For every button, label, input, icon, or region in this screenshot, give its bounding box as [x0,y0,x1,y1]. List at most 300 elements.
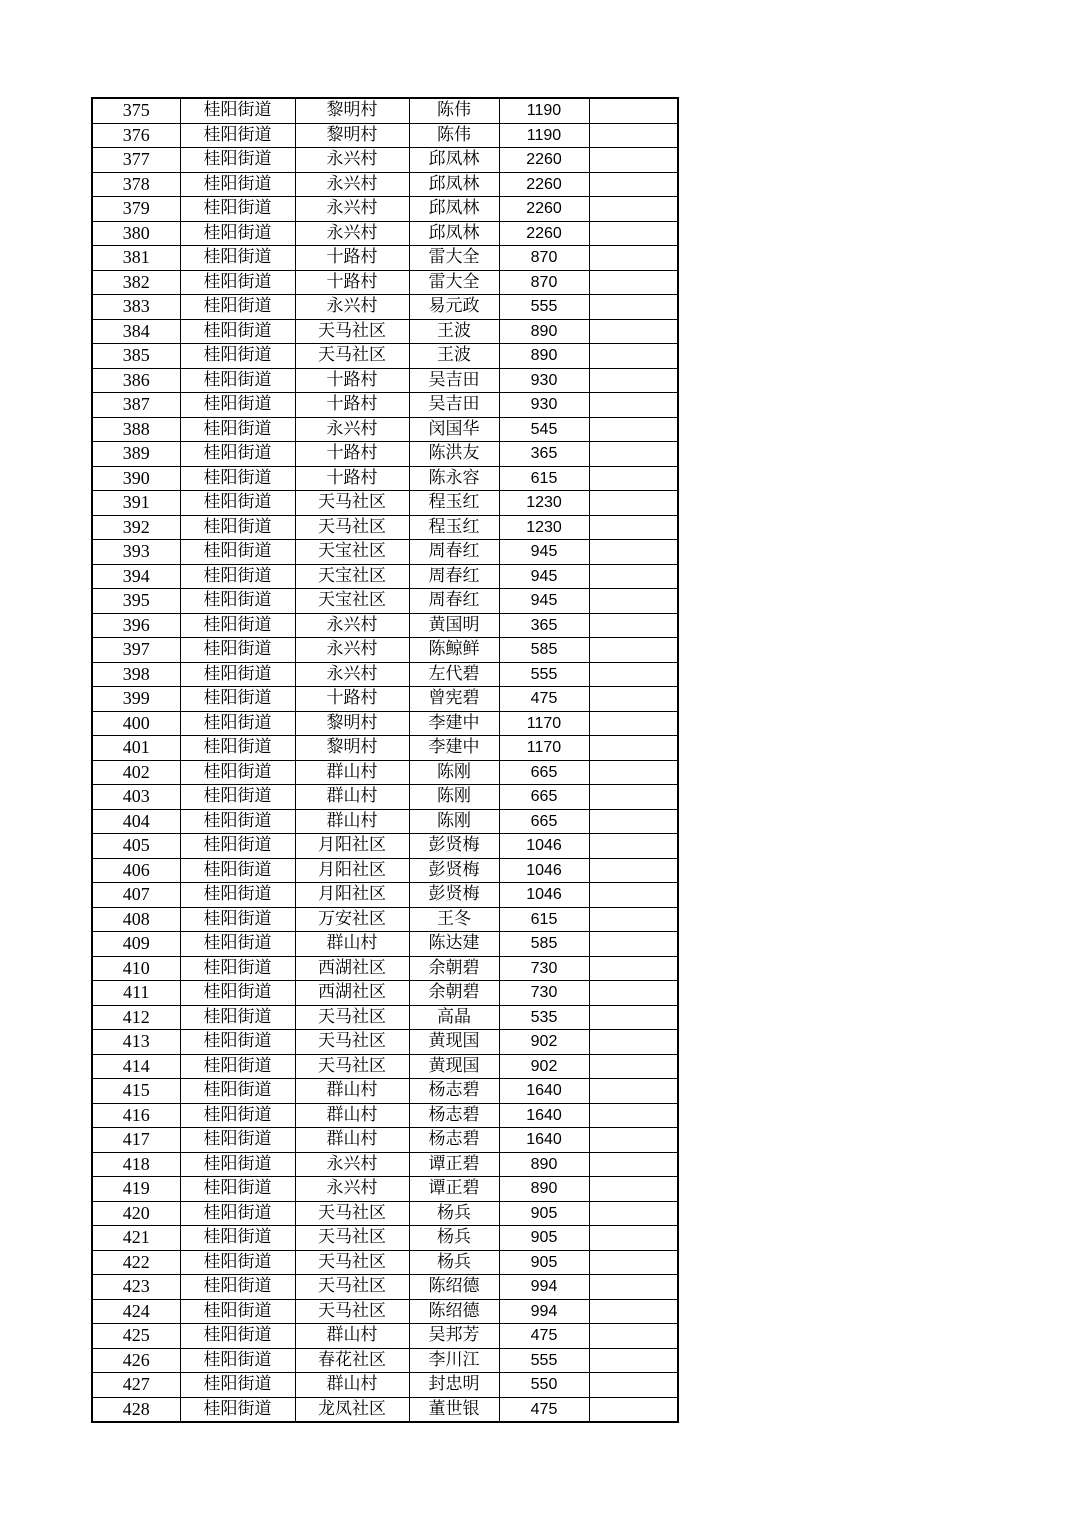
note-cell [589,319,678,344]
street-cell: 桂阳街道 [180,956,295,981]
street-cell: 桂阳街道 [180,1201,295,1226]
street-cell: 桂阳街道 [180,1397,295,1422]
amount-cell: 1170 [499,736,589,761]
village-cell: 群山村 [295,1103,409,1128]
amount-cell: 615 [499,907,589,932]
village-cell: 永兴村 [295,638,409,663]
note-cell [589,1005,678,1030]
note-cell [589,1373,678,1398]
table-row [92,197,678,222]
village-cell: 永兴村 [295,148,409,173]
row-number-cell: 420 [92,1201,180,1226]
table-row [92,711,678,736]
village-cell: 群山村 [295,785,409,810]
village-cell: 群山村 [295,1324,409,1349]
village-cell: 十路村 [295,442,409,467]
name-cell: 余朝碧 [409,981,499,1006]
name-cell: 杨志碧 [409,1079,499,1104]
table-row [92,883,678,908]
village-cell: 永兴村 [295,197,409,222]
name-cell: 彭贤梅 [409,858,499,883]
row-number-cell: 426 [92,1348,180,1373]
amount-cell: 475 [499,1397,589,1422]
name-cell: 黄现国 [409,1030,499,1055]
name-cell: 杨兵 [409,1250,499,1275]
row-number-cell: 386 [92,368,180,393]
row-number-cell: 382 [92,270,180,295]
village-cell: 天马社区 [295,491,409,516]
note-cell [589,760,678,785]
row-number-cell: 378 [92,172,180,197]
name-cell: 周春红 [409,564,499,589]
table-row [92,981,678,1006]
note-cell [589,491,678,516]
street-cell: 桂阳街道 [180,1152,295,1177]
street-cell: 桂阳街道 [180,662,295,687]
name-cell: 王波 [409,319,499,344]
amount-cell: 365 [499,442,589,467]
row-number-cell: 407 [92,883,180,908]
village-cell: 永兴村 [295,417,409,442]
village-cell: 十路村 [295,393,409,418]
row-number-cell: 422 [92,1250,180,1275]
name-cell: 周春红 [409,540,499,565]
amount-cell: 555 [499,295,589,320]
row-number-cell: 398 [92,662,180,687]
table-row [92,1054,678,1079]
row-number-cell: 377 [92,148,180,173]
table-row [92,442,678,467]
note-cell [589,736,678,761]
street-cell: 桂阳街道 [180,736,295,761]
street-cell: 桂阳街道 [180,613,295,638]
village-cell: 天宝社区 [295,540,409,565]
note-cell [589,466,678,491]
street-cell: 桂阳街道 [180,540,295,565]
note-cell [589,1299,678,1324]
street-cell: 桂阳街道 [180,1177,295,1202]
name-cell: 黄国明 [409,613,499,638]
amount-cell: 870 [499,270,589,295]
name-cell: 陈刚 [409,809,499,834]
table-row [92,1201,678,1226]
note-cell [589,515,678,540]
amount-cell: 945 [499,564,589,589]
table-row [92,466,678,491]
table-row [92,662,678,687]
amount-cell: 1046 [499,858,589,883]
note-cell [589,246,678,271]
note-cell [589,295,678,320]
table-row [92,1275,678,1300]
row-number-cell: 379 [92,197,180,222]
note-cell [589,1079,678,1104]
amount-cell: 2260 [499,221,589,246]
village-cell: 黎明村 [295,736,409,761]
table-row [92,1250,678,1275]
row-number-cell: 381 [92,246,180,271]
village-cell: 十路村 [295,368,409,393]
village-cell: 天宝社区 [295,564,409,589]
amount-cell: 994 [499,1275,589,1300]
street-cell: 桂阳街道 [180,1250,295,1275]
row-number-cell: 392 [92,515,180,540]
table-row [92,148,678,173]
row-number-cell: 400 [92,711,180,736]
amount-cell: 545 [499,417,589,442]
note-cell [589,638,678,663]
amount-cell: 1170 [499,711,589,736]
table-row [92,809,678,834]
name-cell: 雷大全 [409,270,499,295]
street-cell: 桂阳街道 [180,760,295,785]
village-cell: 天马社区 [295,1275,409,1300]
note-cell [589,834,678,859]
name-cell: 王冬 [409,907,499,932]
row-number-cell: 415 [92,1079,180,1104]
name-cell: 邱凤林 [409,221,499,246]
street-cell: 桂阳街道 [180,1324,295,1349]
name-cell: 杨兵 [409,1201,499,1226]
street-cell: 桂阳街道 [180,197,295,222]
table-row [92,907,678,932]
village-cell: 永兴村 [295,613,409,638]
street-cell: 桂阳街道 [180,907,295,932]
row-number-cell: 391 [92,491,180,516]
amount-cell: 890 [499,1177,589,1202]
row-number-cell: 404 [92,809,180,834]
row-number-cell: 390 [92,466,180,491]
table-row [92,1373,678,1398]
amount-cell: 2260 [499,197,589,222]
note-cell [589,956,678,981]
street-cell: 桂阳街道 [180,1128,295,1153]
records-table [91,97,679,1423]
table-row [92,564,678,589]
street-cell: 桂阳街道 [180,148,295,173]
street-cell: 桂阳街道 [180,417,295,442]
street-cell: 桂阳街道 [180,344,295,369]
amount-cell: 905 [499,1201,589,1226]
note-cell [589,1324,678,1349]
name-cell: 陈伟 [409,98,499,123]
name-cell: 左代碧 [409,662,499,687]
note-cell [589,907,678,932]
name-cell: 陈绍德 [409,1275,499,1300]
table-row [92,515,678,540]
village-cell: 天马社区 [295,1005,409,1030]
name-cell: 董世银 [409,1397,499,1422]
village-cell: 十路村 [295,687,409,712]
row-number-cell: 405 [92,834,180,859]
note-cell [589,393,678,418]
village-cell: 群山村 [295,1128,409,1153]
row-number-cell: 414 [92,1054,180,1079]
amount-cell: 905 [499,1226,589,1251]
name-cell: 杨志碧 [409,1128,499,1153]
amount-cell: 615 [499,466,589,491]
table-row [92,246,678,271]
village-cell: 永兴村 [295,172,409,197]
street-cell: 桂阳街道 [180,589,295,614]
name-cell: 陈洪友 [409,442,499,467]
name-cell: 邱凤林 [409,197,499,222]
note-cell [589,858,678,883]
name-cell: 曾宪碧 [409,687,499,712]
name-cell: 陈伟 [409,123,499,148]
village-cell: 永兴村 [295,1152,409,1177]
table-row [92,687,678,712]
village-cell: 月阳社区 [295,883,409,908]
name-cell: 程玉红 [409,515,499,540]
name-cell: 邱凤林 [409,172,499,197]
street-cell: 桂阳街道 [180,809,295,834]
amount-cell: 665 [499,760,589,785]
table-row [92,760,678,785]
name-cell: 陈绍德 [409,1299,499,1324]
table-row [92,1226,678,1251]
note-cell [589,540,678,565]
note-cell [589,1397,678,1422]
street-cell: 桂阳街道 [180,1299,295,1324]
note-cell [589,442,678,467]
note-cell [589,687,678,712]
amount-cell: 930 [499,368,589,393]
row-number-cell: 383 [92,295,180,320]
row-number-cell: 399 [92,687,180,712]
table-row [92,589,678,614]
village-cell: 群山村 [295,809,409,834]
street-cell: 桂阳街道 [180,515,295,540]
amount-cell: 890 [499,319,589,344]
table-row [92,1177,678,1202]
note-cell [589,148,678,173]
table-row [92,368,678,393]
amount-cell: 890 [499,1152,589,1177]
row-number-cell: 393 [92,540,180,565]
name-cell: 黄现国 [409,1054,499,1079]
amount-cell: 1640 [499,1103,589,1128]
records-table-body [92,98,678,1422]
street-cell: 桂阳街道 [180,393,295,418]
street-cell: 桂阳街道 [180,172,295,197]
village-cell: 永兴村 [295,295,409,320]
note-cell [589,711,678,736]
note-cell [589,932,678,957]
street-cell: 桂阳街道 [180,1030,295,1055]
street-cell: 桂阳街道 [180,1005,295,1030]
village-cell: 万安社区 [295,907,409,932]
row-number-cell: 397 [92,638,180,663]
street-cell: 桂阳街道 [180,221,295,246]
amount-cell: 1230 [499,515,589,540]
village-cell: 月阳社区 [295,834,409,859]
street-cell: 桂阳街道 [180,1348,295,1373]
street-cell: 桂阳街道 [180,491,295,516]
row-number-cell: 412 [92,1005,180,1030]
amount-cell: 890 [499,344,589,369]
table-row [92,221,678,246]
row-number-cell: 389 [92,442,180,467]
note-cell [589,1054,678,1079]
amount-cell: 555 [499,1348,589,1373]
note-cell [589,221,678,246]
note-cell [589,1226,678,1251]
street-cell: 桂阳街道 [180,687,295,712]
amount-cell: 2260 [499,172,589,197]
village-cell: 天马社区 [295,1201,409,1226]
table-row [92,858,678,883]
name-cell: 谭正碧 [409,1177,499,1202]
amount-cell: 475 [499,687,589,712]
note-cell [589,785,678,810]
row-number-cell: 421 [92,1226,180,1251]
note-cell [589,564,678,589]
note-cell [589,1201,678,1226]
street-cell: 桂阳街道 [180,1226,295,1251]
row-number-cell: 402 [92,760,180,785]
row-number-cell: 413 [92,1030,180,1055]
name-cell: 陈永容 [409,466,499,491]
table-row [92,736,678,761]
village-cell: 天马社区 [295,515,409,540]
village-cell: 天马社区 [295,1250,409,1275]
street-cell: 桂阳街道 [180,1373,295,1398]
row-number-cell: 410 [92,956,180,981]
row-number-cell: 411 [92,981,180,1006]
amount-cell: 1046 [499,883,589,908]
note-cell [589,883,678,908]
name-cell: 陈刚 [409,760,499,785]
street-cell: 桂阳街道 [180,564,295,589]
street-cell: 桂阳街道 [180,295,295,320]
street-cell: 桂阳街道 [180,638,295,663]
note-cell [589,1103,678,1128]
amount-cell: 902 [499,1054,589,1079]
note-cell [589,1177,678,1202]
amount-cell: 475 [499,1324,589,1349]
street-cell: 桂阳街道 [180,858,295,883]
row-number-cell: 425 [92,1324,180,1349]
row-number-cell: 423 [92,1275,180,1300]
village-cell: 永兴村 [295,221,409,246]
street-cell: 桂阳街道 [180,466,295,491]
amount-cell: 1190 [499,123,589,148]
table-row [92,1030,678,1055]
table-row [92,98,678,123]
street-cell: 桂阳街道 [180,319,295,344]
row-number-cell: 384 [92,319,180,344]
table-row [92,613,678,638]
name-cell: 李建中 [409,736,499,761]
note-cell [589,809,678,834]
village-cell: 西湖社区 [295,956,409,981]
note-cell [589,1128,678,1153]
note-cell [589,98,678,123]
row-number-cell: 424 [92,1299,180,1324]
street-cell: 桂阳街道 [180,1275,295,1300]
name-cell: 余朝碧 [409,956,499,981]
table-row [92,1079,678,1104]
row-number-cell: 401 [92,736,180,761]
amount-cell: 665 [499,785,589,810]
name-cell: 杨志碧 [409,1103,499,1128]
amount-cell: 1190 [499,98,589,123]
street-cell: 桂阳街道 [180,246,295,271]
name-cell: 李川江 [409,1348,499,1373]
row-number-cell: 394 [92,564,180,589]
name-cell: 雷大全 [409,246,499,271]
name-cell: 陈达建 [409,932,499,957]
note-cell [589,270,678,295]
amount-cell: 555 [499,662,589,687]
note-cell [589,1250,678,1275]
name-cell: 陈刚 [409,785,499,810]
village-cell: 天马社区 [295,319,409,344]
name-cell: 杨兵 [409,1226,499,1251]
table-row [92,834,678,859]
note-cell [589,613,678,638]
row-number-cell: 419 [92,1177,180,1202]
street-cell: 桂阳街道 [180,270,295,295]
village-cell: 群山村 [295,760,409,785]
row-number-cell: 375 [92,98,180,123]
table-row [92,1103,678,1128]
name-cell: 彭贤梅 [409,883,499,908]
row-number-cell: 417 [92,1128,180,1153]
table-row [92,123,678,148]
row-number-cell: 403 [92,785,180,810]
note-cell [589,1275,678,1300]
village-cell: 龙凤社区 [295,1397,409,1422]
note-cell [589,344,678,369]
table-row [92,319,678,344]
amount-cell: 585 [499,638,589,663]
table-row [92,956,678,981]
row-number-cell: 395 [92,589,180,614]
street-cell: 桂阳街道 [180,932,295,957]
note-cell [589,589,678,614]
row-number-cell: 427 [92,1373,180,1398]
amount-cell: 665 [499,809,589,834]
street-cell: 桂阳街道 [180,123,295,148]
street-cell: 桂阳街道 [180,1103,295,1128]
amount-cell: 550 [499,1373,589,1398]
note-cell [589,417,678,442]
table-row [92,1152,678,1177]
village-cell: 天马社区 [295,1030,409,1055]
name-cell: 高晶 [409,1005,499,1030]
table-row [92,1397,678,1422]
amount-cell: 1046 [499,834,589,859]
village-cell: 永兴村 [295,1177,409,1202]
note-cell [589,123,678,148]
street-cell: 桂阳街道 [180,981,295,1006]
street-cell: 桂阳街道 [180,1079,295,1104]
amount-cell: 730 [499,981,589,1006]
street-cell: 桂阳街道 [180,834,295,859]
name-cell: 吴邦芳 [409,1324,499,1349]
note-cell [589,172,678,197]
amount-cell: 902 [499,1030,589,1055]
name-cell: 李建中 [409,711,499,736]
table-row [92,172,678,197]
village-cell: 黎明村 [295,98,409,123]
note-cell [589,368,678,393]
name-cell: 吴吉田 [409,393,499,418]
table-row [92,295,678,320]
amount-cell: 994 [499,1299,589,1324]
